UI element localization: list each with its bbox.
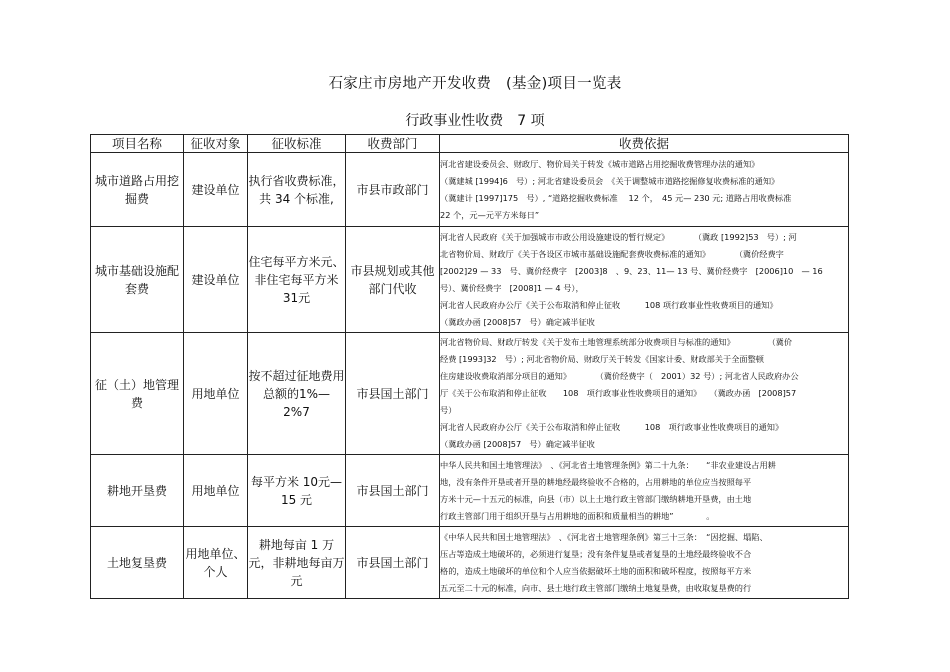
basis-line: 厅《关于公布取消和停止征收 108 项行政事业性收费项目的通知》 （冀政办函 [2008]57 bbox=[440, 388, 797, 398]
department-cell: 市县规划或其他部门代收 bbox=[346, 227, 440, 333]
target-cell: 用地单位、个人 bbox=[184, 527, 248, 599]
department-cell: 市县国土部门 bbox=[346, 333, 440, 455]
standard-cell: 每平方米 10元—15 元 bbox=[248, 455, 346, 527]
target-cell: 建设单位 bbox=[184, 227, 248, 333]
basis-line: （冀建计 [1997]175 号）, “道路挖掘收费标准 12 个， 45 元— 230 元; 道路占用收费标准 bbox=[440, 192, 792, 203]
fee-table bbox=[90, 134, 849, 599]
standard-cell: 执行省收费标准，共 34 个标准, bbox=[248, 153, 346, 227]
basis-line: 《中华人民共和国土地管理法》 、《河北省土地管理条例》第三十三条： “因挖掘、塌陷、 bbox=[440, 531, 768, 542]
basis-line: 河北省人民政府《关于加强城市市政公用设施建设的暂行规定》 （冀政 [1992]53 号）; 河 bbox=[440, 231, 797, 242]
table-row bbox=[91, 455, 849, 527]
basis-line: 经费 [1993]32 号）; 河北省物价局、财政厅关于转发《国家计委、财政部关于全面整顿 bbox=[440, 354, 764, 364]
table-header-row bbox=[91, 135, 849, 153]
basis-cell bbox=[440, 333, 849, 455]
basis-line: （冀建城 [1994]6 号）; 河北省建设委员会 《关于调整城市道路挖掘修复收费标准的通知》 bbox=[440, 175, 780, 186]
standard-cell: 住宅每平方米元、非住宅每平方米 31元 bbox=[248, 227, 346, 333]
header-basis: 收费依据 bbox=[440, 135, 849, 153]
basis-line: 中华人民共和国土地管理法》 、《河北省土地管理条例》第二十九条： “非农业建设占用耕 bbox=[440, 459, 776, 470]
basis-line: 河北省物价局、财政厅转发《关于发布土地管理系统部分收费项目与标准的通知》 （冀价 bbox=[440, 337, 793, 347]
item-name-cell: 城市基础设施配套费 bbox=[91, 227, 184, 333]
item-name-cell: 土地复垦费 bbox=[91, 527, 184, 599]
basis-line: 压占等造成土地破坏的，必须进行复垦；没有条件复垦或者复垦的土地经最终验收不合 bbox=[440, 548, 752, 559]
section-subtitle: 行政事业性收费 7 项 bbox=[405, 113, 545, 129]
target-cell: 用地单位 bbox=[184, 333, 248, 455]
target-cell: 建设单位 bbox=[184, 153, 248, 227]
item-name-cell: 征（土）地管理费 bbox=[91, 333, 184, 455]
basis-line: 号）、冀价经费字 [2008]1 — 4 号）， bbox=[440, 282, 584, 293]
department-cell: 市县国土部门 bbox=[346, 527, 440, 599]
basis-line: 河北省人民政府办公厅《关于公布取消和停止征收 108 项行政事业性收费项目的通知》 bbox=[440, 299, 778, 310]
table-row bbox=[91, 227, 849, 333]
basis-line: 住房建设收费取消部分项目的通知》 （冀价经费字（ 2001）32 号）; 河北省人民政府办公 bbox=[440, 371, 799, 381]
document-title: 石家庄市房地产开发收费 (基金)项目一览表 bbox=[328, 76, 622, 92]
department-cell: 市县国土部门 bbox=[346, 455, 440, 527]
header-department: 收费部门 bbox=[346, 135, 440, 153]
header-standard: 征收标准 bbox=[248, 135, 346, 153]
basis-line: 方米十元—十五元的标准，向县（市）以上土地行政主管部门缴纳耕地开垦费，由土地 bbox=[440, 493, 752, 504]
standard-cell: 按不超过征地费用总额的1%— 2%7 bbox=[248, 333, 346, 455]
table-row bbox=[91, 153, 849, 227]
table-row bbox=[91, 527, 849, 599]
department-cell: 市县市政部门 bbox=[346, 153, 440, 227]
header-item-name: 项目名称 bbox=[91, 135, 184, 153]
basis-line: 五元至二十元的标准，向市、县土地行政主管部门缴纳土地复垦费，由收取复垦费的行 bbox=[440, 582, 752, 593]
item-name-cell: 城市道路占用挖掘费 bbox=[91, 153, 184, 227]
basis-line: （冀政办函 [2008]57 号）确定减半征收 bbox=[440, 316, 595, 327]
target-cell: 用地单位 bbox=[184, 455, 248, 527]
basis-line: 22 个，元—元平方米每日” bbox=[440, 209, 540, 220]
basis-cell bbox=[440, 527, 849, 599]
basis-line: 号） bbox=[440, 405, 457, 415]
basis-line: 格的，造成土地破坏的单位和个人应当依据破坏土地的面积和破坏程度，按照每平方米 bbox=[440, 565, 752, 576]
basis-line: 行政主管部门用于组织开垦与占用耕地的面积和质量相当的耕地” 。 bbox=[440, 510, 715, 521]
basis-line: 地，没有条件开垦或者开垦的耕地经最终验收不合格的，占用耕地的单位应当按照每平 bbox=[440, 476, 752, 487]
item-name-cell: 耕地开垦费 bbox=[91, 455, 184, 527]
basis-line: 河北省人民政府办公厅《关于公布取消和停止征收 108 项行政事业性收费项目的通知》 bbox=[440, 422, 784, 432]
basis-cell bbox=[440, 227, 849, 333]
standard-cell: 耕地每亩 1 万元，非耕地每亩万元 bbox=[248, 527, 346, 599]
header-target: 征收对象 bbox=[184, 135, 248, 153]
basis-cell bbox=[440, 455, 849, 527]
table-row bbox=[91, 333, 849, 455]
basis-line: [2002]29 — 33 号、冀价经费字 [2003]8 、9、23、11— 13 号、冀价经费字 [2006]10 — 16 bbox=[440, 265, 823, 276]
basis-line: 河北省建设委员会、财政厅、物价局关于转发《城市道路占用挖掘收费管理办法的通知》 bbox=[440, 158, 760, 169]
basis-line: 北省物价局、财政厅《关于各设区市城市基础设施配套费收费标准的通知》 （冀价经费字 bbox=[440, 248, 784, 259]
basis-line: （冀政办函 [2008]57 号）确定减半征收 bbox=[440, 439, 595, 449]
basis-cell bbox=[440, 153, 849, 227]
